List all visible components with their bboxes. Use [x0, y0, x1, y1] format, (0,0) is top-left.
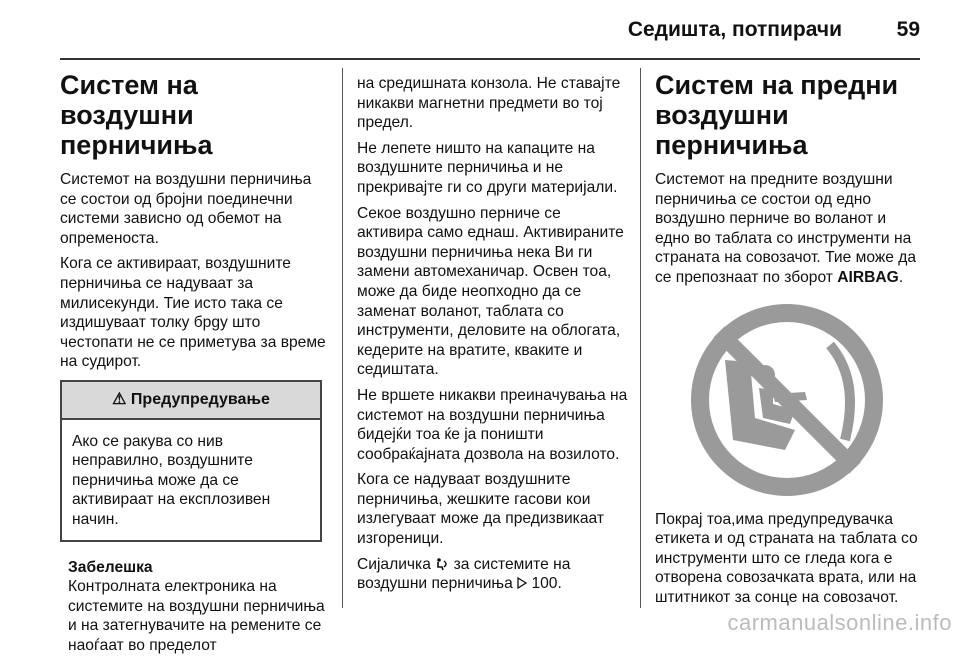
section-heading-front-airbag: Систем на предни воздушни перничиња — [655, 70, 899, 160]
paragraph: Секое воздушно перниче се активира само еднаш. Активираните воздушни перничиња нека Ви ги замени автомеханичар. Освен тоа, може да биде неопходно да се заменат воланот, таблата со инструменти, деловите на облогата, кедерите на вратите, кваките и седиштата. — [357, 204, 624, 379]
warning-text: Ако се ракува со нив неправилно, воздушните перничиња може да се активираат на експлозивен начин. — [72, 432, 271, 528]
paragraph — [655, 170, 925, 288]
airbag-word: AIRBAG — [837, 268, 899, 286]
page-number: 59 — [896, 18, 920, 41]
watermark: carmanualsonline.info — [727, 610, 952, 635]
paragraph: Не лепете ништо на капаците на воздушните перничиња и не прекривајте ги со други материјали. — [357, 139, 618, 196]
paragraph: Кога се надуваат воздушните перничиња, жешките гасови кои излегуваат може да предизвикаат изгореници. — [357, 471, 604, 548]
indicator-prefix: Сијаличка — [357, 555, 431, 573]
note-heading: Забелешка — [68, 558, 153, 576]
page-reference[interactable]: 100. — [531, 575, 562, 593]
running-header-title: Седишта, потпирачи — [627, 18, 842, 41]
section-heading-airbag-system: Систем на воздушни перничиња — [60, 70, 213, 160]
paragraph-text: Системот на предните воздушни перничиња се состои од едно воздушно перниче во воланот и едно во таблата со инструменти на страната на совозачот. Тие може да се препознаат по зборот — [655, 171, 917, 286]
warning-box — [60, 380, 322, 542]
paragraph: Не вршете никакви преиначувања на системот на воздушни перничиња бидејќи тоа ќе ја поништи сообраќајната дозвола на возилото. — [357, 386, 628, 463]
prohibition-child-seat-image — [655, 300, 920, 500]
note-text: Контролната електроника на системите на воздушни перничиња и на затегнувачите на ремените се наоѓаат во пределот — [68, 578, 325, 654]
column-divider — [640, 68, 641, 608]
no-child-seat-figure — [655, 300, 920, 500]
paragraph: Кога се активираат, воздушните перничиња се надуваат за милисекунди. Тие исто така се издишуваат толку брgу што честопати не се приметува за време на судирот. — [60, 255, 326, 371]
column-left — [60, 68, 332, 661]
paragraph-indicator-reference — [357, 555, 629, 594]
warning-title: Предупредување — [130, 390, 270, 408]
period: . — [898, 268, 904, 286]
warning-triangle-icon: ⚠ — [112, 390, 127, 408]
paragraph: на средишната конзола. Не ставајте никакви магнетни предмети во тој предел. — [357, 75, 621, 132]
column-middle — [357, 68, 629, 600]
warning-header — [62, 382, 320, 420]
column-divider — [342, 68, 343, 608]
column-right — [655, 68, 925, 614]
airbag-indicator-icon — [435, 556, 453, 573]
paragraph: Покрај тоа,има предупредувачка етикета и од страната на таблата со инструменти што се гледа кога е отворена совозачката врата, или на штитникот за сонце на совозачот. — [655, 510, 918, 606]
paragraph: Системот на воздушни перничиња се состои од бројни поединечни системи зависно од обемот на опременоста. — [60, 171, 312, 247]
header-rule — [60, 58, 920, 60]
page-reference-arrow-icon — [517, 575, 531, 592]
indicator-text: за системите на воздушни перничиња — [357, 555, 571, 593]
